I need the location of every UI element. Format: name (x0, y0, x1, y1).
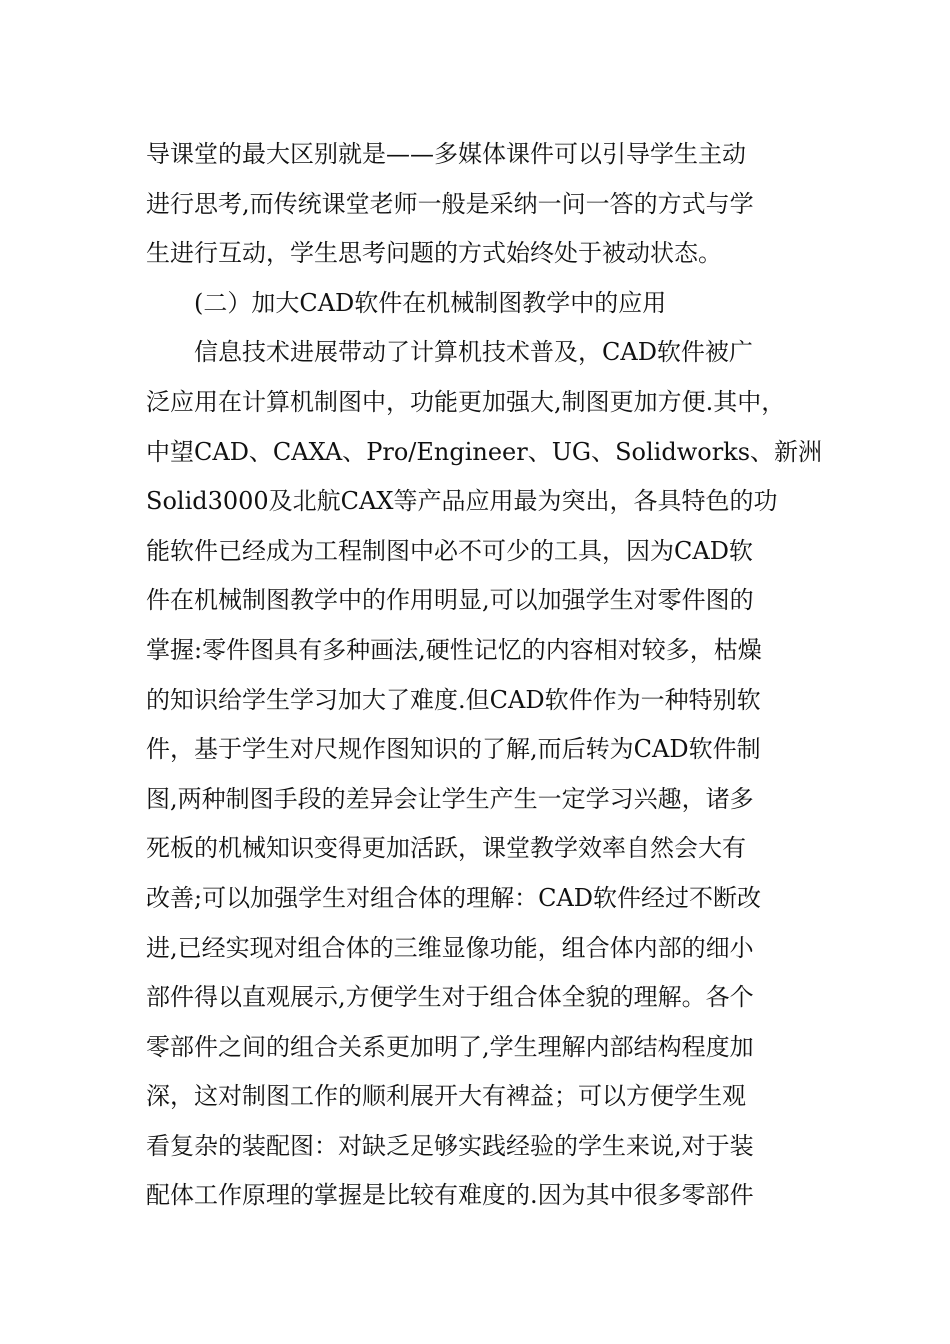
text-line: 进行思考,而传统课堂老师一般是采纳一问一答的方式与学 (146, 189, 754, 218)
text-line: 改善;可以加强学生对组合体的理解：CAD软件经过不断改 (146, 883, 762, 912)
text-line: 深，这对制图工作的顺利展开大有裨益；可以方便学生观 (146, 1082, 746, 1111)
text-line: 掌握:零件图具有多种画法,硬性记忆的内容相对较多，枯燥 (146, 635, 762, 664)
text-line: 零部件之间的组合关系更加明了,学生理解内部结构程度加 (146, 1032, 754, 1061)
text-line: 泛应用在计算机制图中，功能更加强大,制图更加方便.其中， (146, 387, 786, 416)
text-line: 导课堂的最大区别就是——多媒体课件可以引导学生主动 (146, 140, 746, 168)
text-line: Solid3000及北航CAX等产品应用最为突出，各具特色的功 (146, 487, 778, 516)
section-heading: (二）加大CAD软件在机械制图教学中的应用 (194, 288, 667, 317)
text-line: 能软件已经成为工程制图中必不可少的工具，因为CAD软 (146, 536, 753, 565)
text-line: 件，基于学生对尺规作图知识的了解,而后转为CAD软件制 (146, 735, 761, 764)
text-line: 中望CAD、CAXA、Pro/Engineer、UG、Solidworks、新洲 (146, 437, 823, 466)
text-line: 看复杂的装配图：对缺乏足够实践经验的学生来说,对于装 (146, 1131, 754, 1160)
text-line: 进,已经实现对组合体的三维显像功能，组合体内部的细小 (146, 933, 754, 962)
text-line: 的知识给学生学习加大了难度.但CAD软件作为一种特别软 (146, 685, 761, 714)
text-line: 图,两种制图手段的差异会让学生产生一定学习兴趣，诸多 (146, 784, 754, 813)
text-line: 件在机械制图教学中的作用明显,可以加强学生对零件图的 (146, 586, 754, 615)
text-line: 部件得以直观展示,方便学生对于组合体全貌的理解。各个 (146, 983, 754, 1012)
paragraph-first-line: 信息技术进展带动了计算机技术普及，CAD软件被广 (194, 338, 753, 367)
text-line: 配体工作原理的掌握是比较有难度的.因为其中很多零部件 (146, 1181, 754, 1210)
body-text (146, 130, 826, 1221)
text-line: 生进行互动，学生思考问题的方式始终处于被动状态。 (146, 239, 722, 268)
text-line: 死板的机械知识变得更加活跃，课堂教学效率自然会大有 (146, 834, 746, 863)
